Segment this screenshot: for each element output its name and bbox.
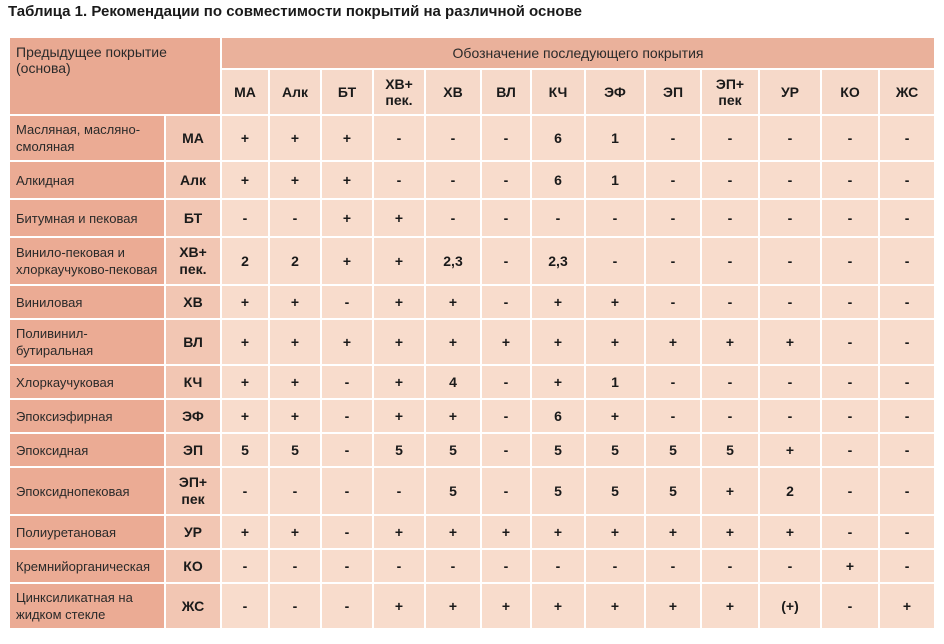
compatibility-cell: - (645, 199, 701, 237)
column-header: КО (821, 69, 879, 115)
compatibility-cell: - (321, 467, 373, 515)
coating-name: Битумная и пековая (9, 199, 165, 237)
compatibility-cell: 5 (645, 467, 701, 515)
column-header: УР (759, 69, 821, 115)
compatibility-cell: 5 (585, 433, 645, 467)
column-header: ЖС (879, 69, 935, 115)
compatibility-cell: + (373, 399, 425, 433)
compatibility-cell: - (821, 199, 879, 237)
compatibility-cell: + (425, 319, 481, 365)
compatibility-cell: 2 (759, 467, 821, 515)
compatibility-cell: + (585, 285, 645, 319)
compatibility-cell: + (269, 115, 321, 161)
compatibility-cell: + (481, 583, 531, 629)
compatibility-cell: - (645, 399, 701, 433)
compatibility-cell: + (221, 285, 269, 319)
compatibility-cell: - (879, 433, 935, 467)
column-header: Алк (269, 69, 321, 115)
compatibility-cell: + (373, 199, 425, 237)
column-header: КЧ (531, 69, 585, 115)
compatibility-cell: + (701, 467, 759, 515)
compatibility-cell: - (821, 285, 879, 319)
compatibility-cell: + (269, 161, 321, 199)
column-header: ХВ (425, 69, 481, 115)
compatibility-cell: - (879, 199, 935, 237)
compatibility-cell: - (269, 467, 321, 515)
compatibility-cell: + (221, 515, 269, 549)
compatibility-cell: - (425, 199, 481, 237)
compatibility-cell: + (321, 319, 373, 365)
compatibility-cell: - (425, 549, 481, 583)
compatibility-cell: - (645, 237, 701, 285)
compatibility-cell: - (531, 199, 585, 237)
column-header: ЭП (645, 69, 701, 115)
coating-code: Алк (165, 161, 221, 199)
compatibility-cell: - (373, 161, 425, 199)
compatibility-cell: - (221, 467, 269, 515)
table-row (9, 115, 935, 161)
column-header: ЭП+ пек (701, 69, 759, 115)
compatibility-cell: + (531, 583, 585, 629)
compatibility-cell: - (821, 115, 879, 161)
compatibility-cell: + (759, 433, 821, 467)
previous-coating-label: Предыдущее покрытие (основа) (16, 44, 167, 76)
compatibility-cell: - (759, 549, 821, 583)
compatibility-cell: - (879, 237, 935, 285)
compatibility-cell: 2,3 (425, 237, 481, 285)
compatibility-cell: + (645, 515, 701, 549)
table-row (9, 399, 935, 433)
compatibility-cell: 5 (425, 433, 481, 467)
coating-code: ЭП+ пек (165, 467, 221, 515)
compatibility-cell: (+) (759, 583, 821, 629)
compatibility-cell: + (701, 583, 759, 629)
compatibility-cell: - (759, 365, 821, 399)
compatibility-cell: + (821, 549, 879, 583)
coating-code: ХВ+ пек. (165, 237, 221, 285)
compatibility-cell: - (321, 365, 373, 399)
compatibility-cell: + (481, 319, 531, 365)
coating-name: Поливинил-бутиральная (9, 319, 165, 365)
coating-name: Эпоксиднопековая (9, 467, 165, 515)
compatibility-cell: + (269, 515, 321, 549)
table-row (9, 319, 935, 365)
compatibility-cell: - (821, 399, 879, 433)
compatibility-cell: - (821, 467, 879, 515)
compatibility-cell: - (879, 319, 935, 365)
compatibility-cell: - (321, 285, 373, 319)
column-header: ВЛ (481, 69, 531, 115)
coating-code: ВЛ (165, 319, 221, 365)
column-header: МА (221, 69, 269, 115)
compatibility-cell: - (645, 115, 701, 161)
table-row (9, 285, 935, 319)
compatibility-cell: 5 (585, 467, 645, 515)
compatibility-cell: - (821, 515, 879, 549)
compatibility-cell: - (879, 365, 935, 399)
compatibility-cell: - (879, 285, 935, 319)
compatibility-cell: - (269, 583, 321, 629)
compatibility-cell: + (373, 583, 425, 629)
coating-code: ЭФ (165, 399, 221, 433)
coating-name: Цинксиликатная на жидком стекле (9, 583, 165, 629)
compatibility-cell: 1 (585, 115, 645, 161)
compatibility-cell: 6 (531, 115, 585, 161)
coating-code: УР (165, 515, 221, 549)
table-row (9, 549, 935, 583)
coating-code: КО (165, 549, 221, 583)
compatibility-cell: 2,3 (531, 237, 585, 285)
compatibility-cell: - (759, 199, 821, 237)
compatibility-cell: + (759, 319, 821, 365)
table-row (9, 365, 935, 399)
compatibility-cell: - (481, 433, 531, 467)
compatibility-cell: + (531, 319, 585, 365)
coating-name: Масляная, масляно-смоляная (9, 115, 165, 161)
compatibility-cell: - (321, 433, 373, 467)
compatibility-cell: - (321, 583, 373, 629)
compatibility-cell: + (321, 115, 373, 161)
compatibility-cell: + (373, 285, 425, 319)
compatibility-cell: - (879, 161, 935, 199)
compatibility-cell: - (645, 549, 701, 583)
compatibility-cell: - (759, 237, 821, 285)
column-header: БТ (321, 69, 373, 115)
coating-name: Алкидная (9, 161, 165, 199)
compatibility-cell: 5 (531, 467, 585, 515)
compatibility-cell: - (481, 237, 531, 285)
compatibility-cell: - (821, 237, 879, 285)
table-row (9, 515, 935, 549)
compatibility-cell: - (701, 161, 759, 199)
compatibility-cell: + (645, 583, 701, 629)
compatibility-cell: - (481, 549, 531, 583)
compatibility-cell: 5 (701, 433, 759, 467)
compatibility-cell: + (221, 319, 269, 365)
coating-code: ХВ (165, 285, 221, 319)
compatibility-cell: + (321, 237, 373, 285)
compatibility-cell: - (879, 515, 935, 549)
compatibility-cell: 5 (269, 433, 321, 467)
table-caption: Таблица 1. Рекомендации по совместимости покрытий на различной основе (8, 3, 582, 20)
compatibility-cell: 6 (531, 399, 585, 433)
compatibility-cell: - (759, 115, 821, 161)
compatibility-cell: + (373, 515, 425, 549)
compatibility-cell: - (585, 549, 645, 583)
compatibility-cell: - (701, 365, 759, 399)
compatibility-cell: + (221, 161, 269, 199)
compatibility-cell: - (321, 549, 373, 583)
coating-name: Виниловая (9, 285, 165, 319)
table-row (9, 161, 935, 199)
compatibility-cell: - (879, 399, 935, 433)
compatibility-cell: + (481, 515, 531, 549)
coating-name: Кремнийорганическая (9, 549, 165, 583)
compatibility-cell: + (321, 199, 373, 237)
compatibility-cell: + (269, 285, 321, 319)
compatibility-cell: + (221, 365, 269, 399)
previous-coating-header (9, 37, 221, 115)
compatibility-cell: + (701, 319, 759, 365)
compatibility-cell: - (373, 549, 425, 583)
compatibility-cell: + (221, 115, 269, 161)
compatibility-cell: + (531, 285, 585, 319)
compatibility-cell: + (269, 365, 321, 399)
compatibility-cell: + (221, 399, 269, 433)
compatibility-cell: 5 (425, 467, 481, 515)
compatibility-cell: 2 (269, 237, 321, 285)
compatibility-cell: + (585, 515, 645, 549)
compatibility-cell: + (879, 583, 935, 629)
compatibility-cell: - (759, 399, 821, 433)
compatibility-cell: + (701, 515, 759, 549)
compatibility-cell: - (701, 115, 759, 161)
compatibility-cell: + (531, 515, 585, 549)
column-header: ЭФ (585, 69, 645, 115)
compatibility-cell: - (425, 161, 481, 199)
compatibility-cell: + (759, 515, 821, 549)
compatibility-cell: - (585, 237, 645, 285)
compatibility-cell: - (585, 199, 645, 237)
compatibility-cell: + (269, 399, 321, 433)
compatibility-cell: - (481, 161, 531, 199)
coating-code: БТ (165, 199, 221, 237)
compatibility-cell: - (821, 583, 879, 629)
table-row (9, 237, 935, 285)
compatibility-cell: 5 (221, 433, 269, 467)
compatibility-cell: - (481, 467, 531, 515)
coating-code: КЧ (165, 365, 221, 399)
compatibility-cell: - (373, 467, 425, 515)
compatibility-cell: 5 (531, 433, 585, 467)
compatibility-cell: - (879, 467, 935, 515)
compatibility-cell: - (425, 115, 481, 161)
compatibility-cell: - (645, 365, 701, 399)
compatibility-cell: - (221, 583, 269, 629)
compatibility-cell: 6 (531, 161, 585, 199)
compatibility-cell: 1 (585, 161, 645, 199)
compatibility-cell: - (269, 549, 321, 583)
coating-code: МА (165, 115, 221, 161)
compatibility-cell: + (321, 161, 373, 199)
compatibility-cell: + (425, 515, 481, 549)
table-row (9, 199, 935, 237)
compatibility-cell: - (879, 115, 935, 161)
compatibility-cell: - (481, 399, 531, 433)
compatibility-cell: + (585, 583, 645, 629)
compatibility-cell: + (373, 237, 425, 285)
compatibility-cell: - (481, 365, 531, 399)
compatibility-cell: - (645, 285, 701, 319)
coating-code: ЖС (165, 583, 221, 629)
table-row (9, 433, 935, 467)
compatibility-cell: - (759, 285, 821, 319)
compatibility-cell: - (321, 399, 373, 433)
compatibility-cell: - (821, 433, 879, 467)
compatibility-cell: - (531, 549, 585, 583)
compatibility-cell: - (701, 237, 759, 285)
compatibility-cell: + (269, 319, 321, 365)
compatibility-cell: + (585, 319, 645, 365)
compatibility-cell: - (821, 365, 879, 399)
compatibility-cell: - (821, 319, 879, 365)
compatibility-cell: 4 (425, 365, 481, 399)
compatibility-cell: 1 (585, 365, 645, 399)
compatibility-cell: - (701, 399, 759, 433)
coating-name: Эпоксидная (9, 433, 165, 467)
compatibility-cell: - (701, 285, 759, 319)
compatibility-cell: - (759, 161, 821, 199)
table-row (9, 467, 935, 515)
compatibility-cell: - (645, 161, 701, 199)
compatibility-cell: - (221, 199, 269, 237)
compatibility-cell: + (645, 319, 701, 365)
compatibility-cell: - (701, 549, 759, 583)
coating-name: Полиуретановая (9, 515, 165, 549)
compatibility-cell: - (321, 515, 373, 549)
compatibility-cell: - (221, 549, 269, 583)
table-body (9, 115, 935, 629)
coating-name: Винило-пековая и хлоркаучуково-пековая (9, 237, 165, 285)
compatibility-cell: + (373, 319, 425, 365)
compatibility-cell: + (425, 399, 481, 433)
compatibility-cell: + (531, 365, 585, 399)
compatibility-cell: - (821, 161, 879, 199)
coating-name: Хлоркаучуковая (9, 365, 165, 399)
compatibility-cell: + (425, 285, 481, 319)
compatibility-table (8, 36, 936, 630)
table-row (9, 583, 935, 629)
compatibility-cell: + (585, 399, 645, 433)
next-coating-header: Обозначение последующего покрытия (221, 37, 935, 69)
compatibility-cell: - (879, 549, 935, 583)
compatibility-cell: 2 (221, 237, 269, 285)
compatibility-cell: - (481, 115, 531, 161)
coating-code: ЭП (165, 433, 221, 467)
compatibility-cell: 5 (373, 433, 425, 467)
coating-name: Эпоксиэфирная (9, 399, 165, 433)
compatibility-cell: - (269, 199, 321, 237)
compatibility-cell: 5 (645, 433, 701, 467)
compatibility-cell: - (373, 115, 425, 161)
compatibility-cell: - (481, 199, 531, 237)
compatibility-cell: + (425, 583, 481, 629)
compatibility-cell: - (701, 199, 759, 237)
compatibility-cell: + (373, 365, 425, 399)
compatibility-cell: - (481, 285, 531, 319)
column-header: ХВ+ пек. (373, 69, 425, 115)
